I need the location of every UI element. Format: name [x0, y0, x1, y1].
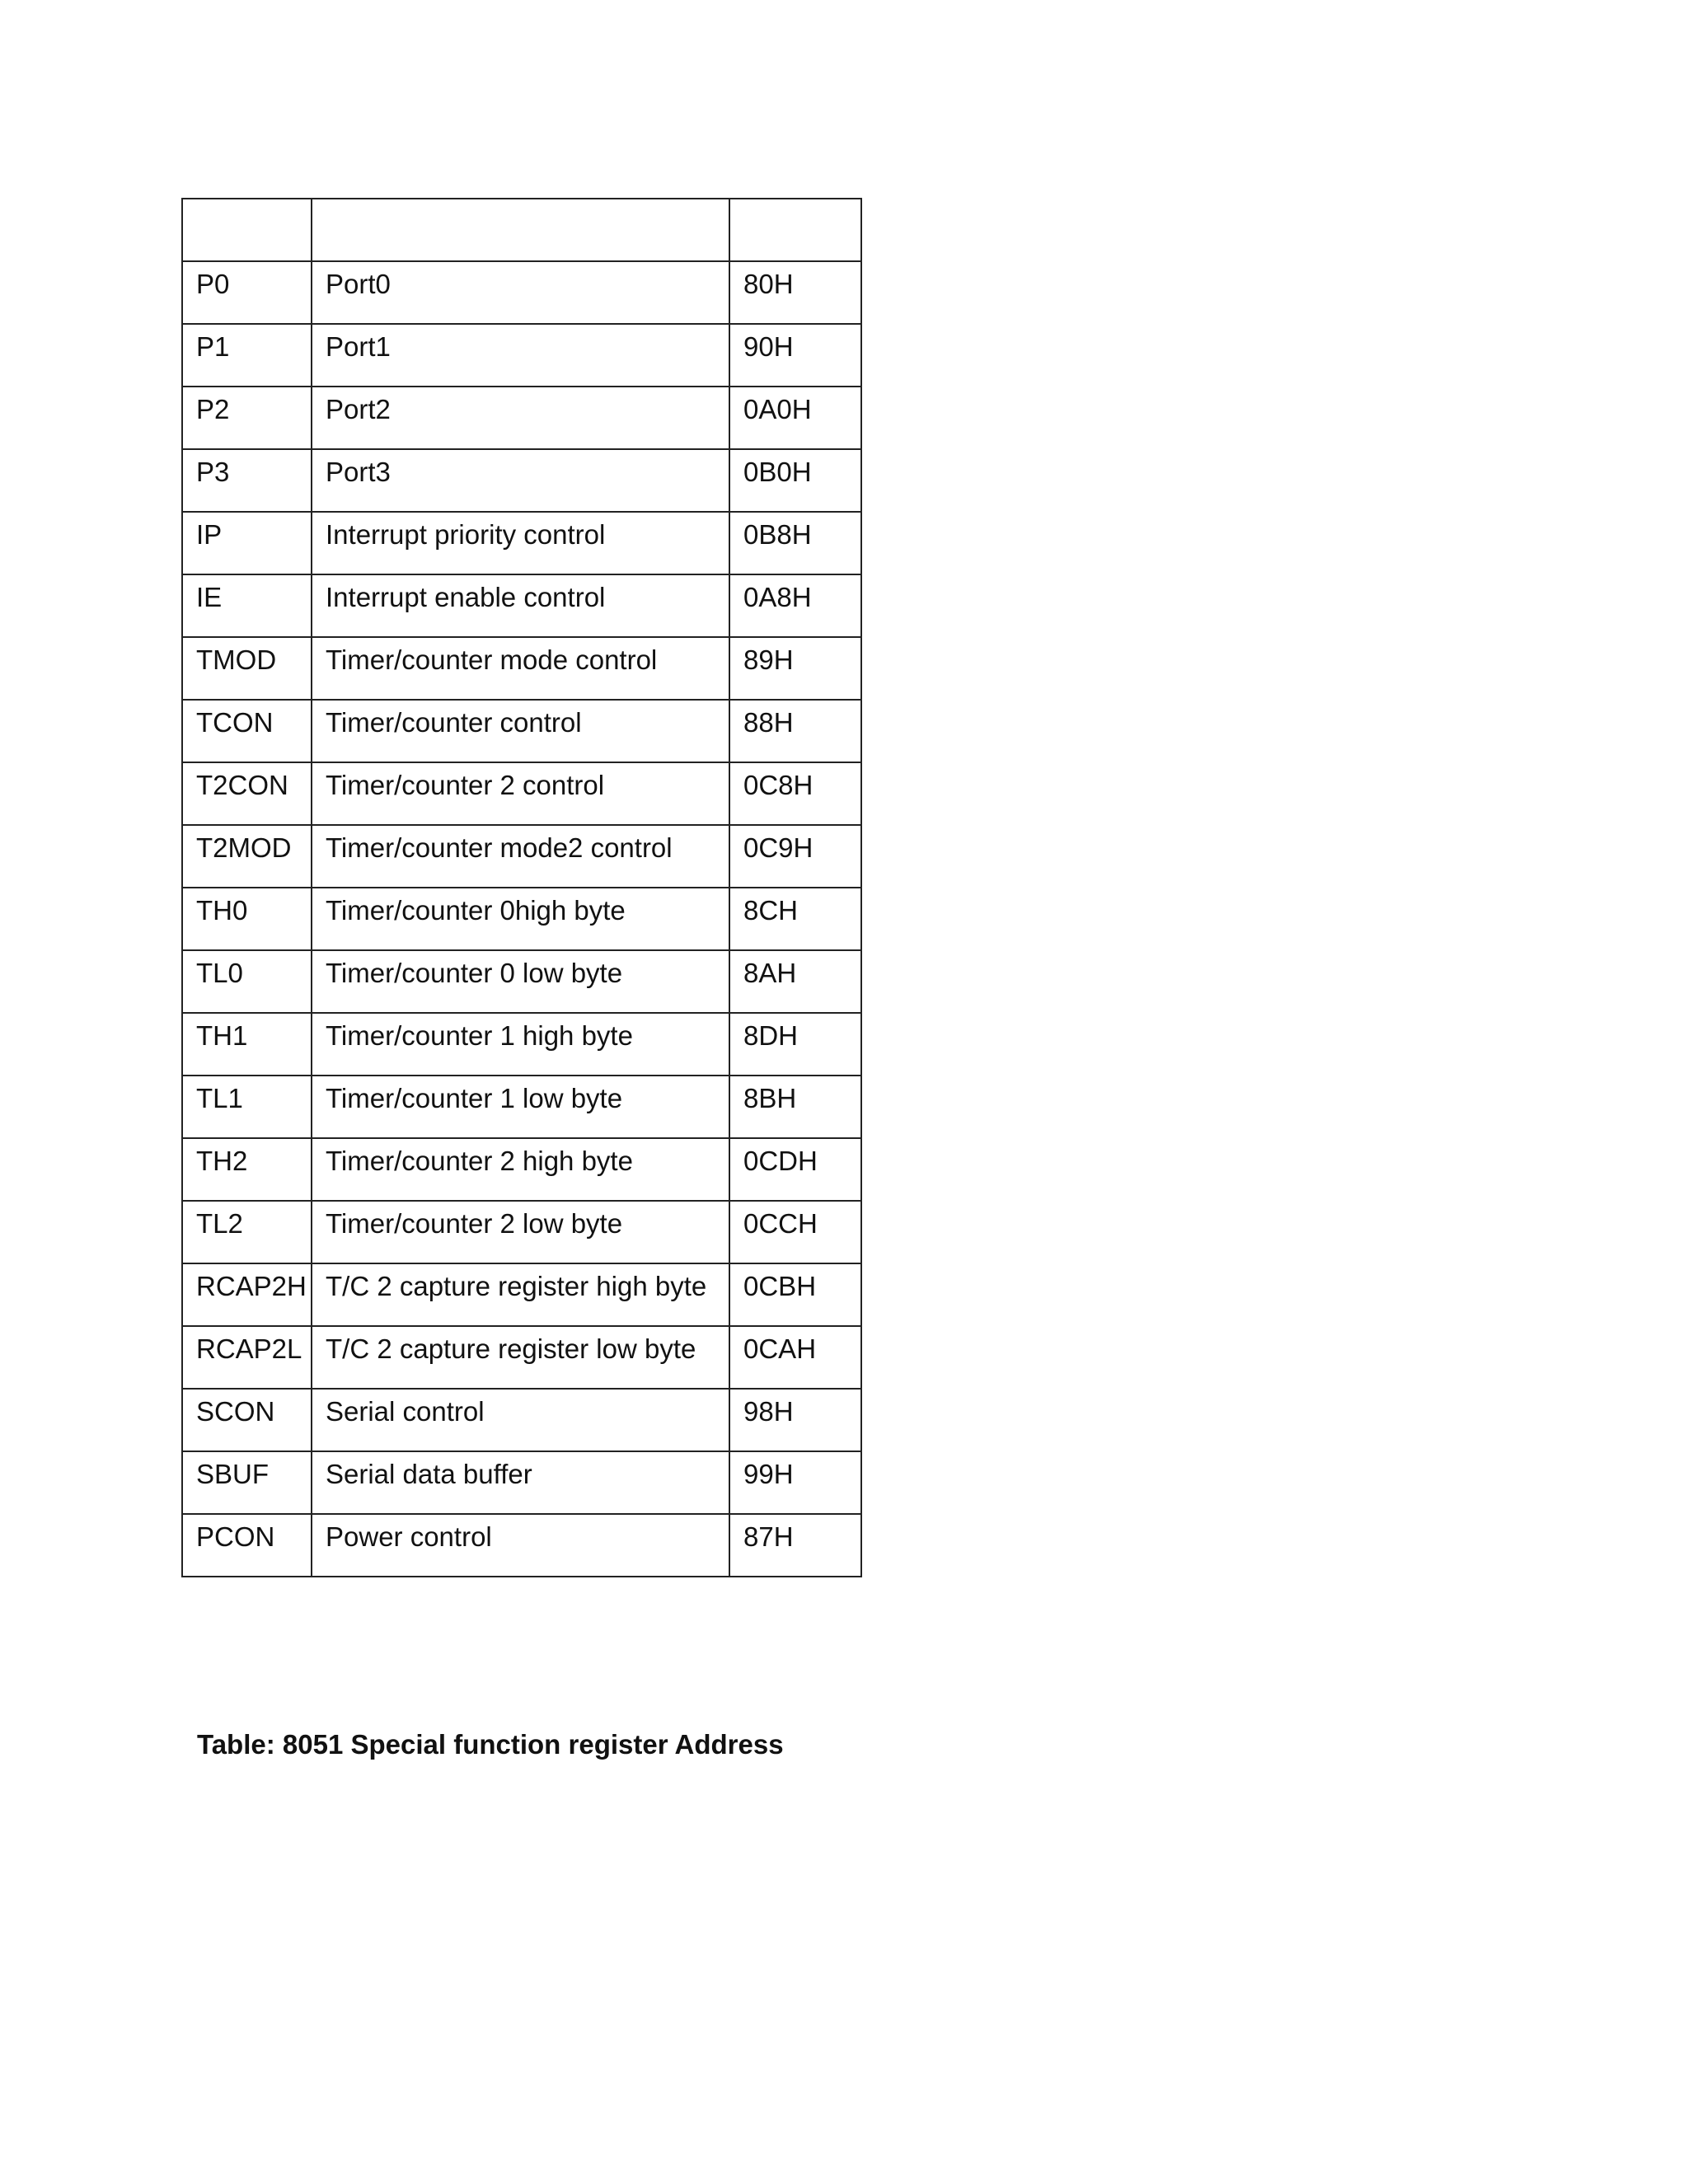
cell-text: 0B0H: [743, 457, 812, 487]
cell-text: 0CCH: [743, 1208, 818, 1239]
cell-text: Interrupt enable control: [326, 582, 606, 612]
cell-text: 0CDH: [743, 1146, 818, 1176]
table-header-cell: [729, 199, 861, 261]
cell-text: Timer/counter 1 high byte: [326, 1020, 633, 1051]
register-address-cell: [729, 1013, 861, 1076]
table-row: [182, 637, 861, 700]
register-name-cell: [312, 1013, 729, 1076]
cell-text: 0CBH: [743, 1271, 817, 1301]
register-name-cell: [312, 449, 729, 512]
cell-text: Timer/counter mode2 control: [326, 832, 673, 863]
table-row: [182, 574, 861, 637]
table-row: [182, 1076, 861, 1138]
cell-text: 80H: [743, 269, 794, 299]
register-name-cell: [312, 700, 729, 762]
table-row: [182, 449, 861, 512]
cell-text: 8CH: [743, 895, 799, 926]
register-address-cell: [729, 1263, 861, 1326]
register-symbol-cell: [182, 1263, 312, 1326]
table-row: [182, 387, 861, 449]
cell-text: 90H: [743, 331, 794, 362]
register-address-cell: [729, 1514, 861, 1577]
cell-text: [196, 199, 311, 208]
register-address-cell: [729, 700, 861, 762]
register-symbol-cell: [182, 1389, 312, 1451]
cell-text: PCON: [196, 1521, 275, 1552]
cell-text: Power control: [326, 1521, 492, 1552]
cell-text: SBUF: [196, 1459, 270, 1489]
register-address-cell: [729, 324, 861, 387]
cell-text: 87H: [743, 1521, 794, 1552]
register-address-cell: [729, 888, 861, 950]
cell-text: 0A8H: [743, 582, 812, 612]
sfr-table-body: [182, 199, 861, 1577]
cell-text: Interrupt priority control: [326, 519, 606, 550]
register-name-cell: [312, 637, 729, 700]
register-symbol-cell: [182, 700, 312, 762]
cell-text: P1: [196, 331, 230, 362]
cell-text: T/C 2 capture register high byte: [326, 1271, 707, 1301]
cell-text: T/C 2 capture register low byte: [326, 1333, 696, 1364]
cell-text: Serial control: [326, 1396, 485, 1427]
cell-text: P3: [196, 457, 230, 487]
register-symbol-cell: [182, 762, 312, 825]
table-header-cell: [312, 199, 729, 261]
table-row: [182, 1326, 861, 1389]
register-address-cell: [729, 1138, 861, 1201]
register-address-cell: [729, 1326, 861, 1389]
register-name-cell: [312, 324, 729, 387]
register-address-cell: [729, 1389, 861, 1451]
table-row: [182, 1201, 861, 1263]
register-symbol-cell: [182, 324, 312, 387]
cell-text: P0: [196, 269, 230, 299]
register-symbol-cell: [182, 574, 312, 637]
register-symbol-cell: [182, 825, 312, 888]
register-address-cell: [729, 512, 861, 574]
table-row: [182, 1263, 861, 1326]
table-header-cell: [182, 199, 312, 261]
cell-text: Timer/counter 0high byte: [326, 895, 626, 926]
cell-text: 0A0H: [743, 394, 812, 424]
register-symbol-cell: [182, 888, 312, 950]
table-row: [182, 261, 861, 324]
register-name-cell: [312, 1263, 729, 1326]
register-symbol-cell: [182, 950, 312, 1013]
cell-text: P2: [196, 394, 230, 424]
cell-text: Port2: [326, 394, 391, 424]
cell-text: 0C9H: [743, 832, 814, 863]
register-symbol-cell: [182, 1514, 312, 1577]
cell-text: 88H: [743, 707, 794, 738]
table-row: [182, 825, 861, 888]
register-address-cell: [729, 762, 861, 825]
cell-text: Timer/counter 0 low byte: [326, 958, 623, 988]
cell-text: TH1: [196, 1020, 248, 1051]
register-name-cell: [312, 950, 729, 1013]
register-name-cell: [312, 512, 729, 574]
register-address-cell: [729, 1201, 861, 1263]
table-row: [182, 700, 861, 762]
cell-text: Port3: [326, 457, 391, 487]
register-address-cell: [729, 825, 861, 888]
table-row: [182, 950, 861, 1013]
cell-text: T2MOD: [196, 832, 292, 863]
cell-text: 8DH: [743, 1020, 799, 1051]
cell-text: Port0: [326, 269, 391, 299]
register-address-cell: [729, 387, 861, 449]
cell-text: Timer/counter 2 control: [326, 770, 605, 800]
register-symbol-cell: [182, 1201, 312, 1263]
register-symbol-cell: [182, 637, 312, 700]
cell-text: Timer/counter 2 high byte: [326, 1146, 633, 1176]
register-symbol-cell: [182, 261, 312, 324]
register-address-cell: [729, 261, 861, 324]
register-symbol-cell: [182, 1138, 312, 1201]
cell-text: 89H: [743, 644, 794, 675]
register-address-cell: [729, 574, 861, 637]
cell-text: TL0: [196, 958, 243, 988]
register-symbol-cell: [182, 1076, 312, 1138]
register-name-cell: [312, 1326, 729, 1389]
table-header-row: [182, 199, 861, 261]
register-name-cell: [312, 387, 729, 449]
register-name-cell: [312, 1076, 729, 1138]
cell-text: 8BH: [743, 1083, 797, 1113]
register-symbol-cell: [182, 1326, 312, 1389]
sfr-address-table: [181, 198, 862, 1577]
register-name-cell: [312, 1201, 729, 1263]
register-address-cell: [729, 950, 861, 1013]
cell-text: TL1: [196, 1083, 243, 1113]
table-row: [182, 1514, 861, 1577]
table-caption: Table: 8051 Special function register Address: [197, 1729, 784, 1760]
table-row: [182, 1451, 861, 1514]
register-name-cell: [312, 762, 729, 825]
cell-text: 99H: [743, 1459, 794, 1489]
cell-text: 0B8H: [743, 519, 812, 550]
register-symbol-cell: [182, 387, 312, 449]
register-name-cell: [312, 1451, 729, 1514]
table-row: [182, 762, 861, 825]
table-row: [182, 1013, 861, 1076]
table-row: [182, 1389, 861, 1451]
cell-text: RCAP2L: [196, 1333, 302, 1364]
cell-text: Timer/counter 1 low byte: [326, 1083, 623, 1113]
cell-text: 0C8H: [743, 770, 814, 800]
register-address-cell: [729, 449, 861, 512]
cell-text: TCON: [196, 707, 274, 738]
cell-text: T2CON: [196, 770, 288, 800]
register-address-cell: [729, 1451, 861, 1514]
register-symbol-cell: [182, 1013, 312, 1076]
register-name-cell: [312, 888, 729, 950]
table-row: [182, 324, 861, 387]
cell-text: 0CAH: [743, 1333, 817, 1364]
register-symbol-cell: [182, 512, 312, 574]
cell-text: Timer/counter control: [326, 707, 582, 738]
cell-text: IE: [196, 582, 223, 612]
table-row: [182, 512, 861, 574]
cell-text: 8AH: [743, 958, 797, 988]
cell-text: 98H: [743, 1396, 794, 1427]
cell-text: TL2: [196, 1208, 243, 1239]
register-address-cell: [729, 1076, 861, 1138]
cell-text: RCAP2H: [196, 1271, 307, 1301]
cell-text: Serial data buffer: [326, 1459, 532, 1489]
register-name-cell: [312, 261, 729, 324]
cell-text: Timer/counter mode control: [326, 644, 658, 675]
cell-text: TH0: [196, 895, 248, 926]
cell-text: [326, 199, 729, 208]
register-address-cell: [729, 637, 861, 700]
register-name-cell: [312, 1514, 729, 1577]
register-symbol-cell: [182, 1451, 312, 1514]
cell-text: TMOD: [196, 644, 277, 675]
cell-text: Port1: [326, 331, 391, 362]
cell-text: [743, 199, 860, 208]
cell-text: TH2: [196, 1146, 248, 1176]
register-symbol-cell: [182, 449, 312, 512]
cell-text: IP: [196, 519, 223, 550]
cell-text: SCON: [196, 1396, 275, 1427]
register-name-cell: [312, 1389, 729, 1451]
cell-text: Timer/counter 2 low byte: [326, 1208, 623, 1239]
table-row: [182, 1138, 861, 1201]
register-name-cell: [312, 574, 729, 637]
register-name-cell: [312, 1138, 729, 1201]
register-name-cell: [312, 825, 729, 888]
table-row: [182, 888, 861, 950]
